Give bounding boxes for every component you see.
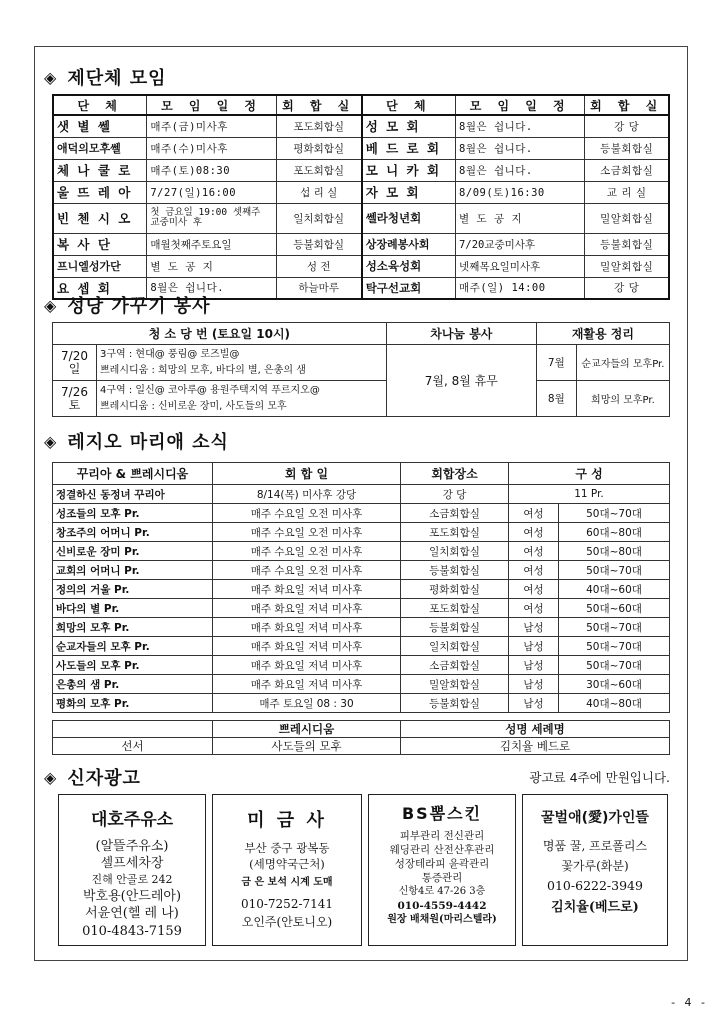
group-room: 성 전 xyxy=(276,255,362,277)
group-schedule: 매월첫째주토요일 xyxy=(147,233,276,255)
presidium-gender: 남성 xyxy=(509,656,559,675)
presidium-place: 포도회합실 xyxy=(401,599,509,618)
presidium-name: 평화의 모후 Pr. xyxy=(53,694,213,713)
legio-header: 회 합 일 xyxy=(213,463,401,485)
group-name: 체 나 쿨 로 xyxy=(53,159,147,181)
recycle-header: 재활용 정리 xyxy=(536,323,669,345)
presidium-place: 등불회합실 xyxy=(401,618,509,637)
ad-line: 피부관리 전신관리 xyxy=(399,829,485,842)
cleaning-header: 청 소 당 번 (토요일 10시) xyxy=(53,323,387,345)
presidium-ages: 60대~80대 xyxy=(559,523,670,542)
table-row xyxy=(53,115,669,137)
table-row xyxy=(53,504,670,523)
group-name: 샛 별 쎌 xyxy=(53,115,147,137)
presidium-meeting: 매주 화요일 저녁 미사후 xyxy=(213,656,401,675)
cleaning-table xyxy=(52,322,670,417)
diamond-icon: ◈ xyxy=(44,431,58,451)
presidium-name: 사도들의 모후 Pr. xyxy=(53,656,213,675)
recycle-who: 순교자들의 모후Pr. xyxy=(576,345,669,381)
presidium-meeting: 매주 수요일 오전 미사후 xyxy=(213,504,401,523)
cleaning-zone: 4구역 : 일신@ 코아루@ 용원주택지역 푸르지오@ xyxy=(100,384,320,396)
ad-line: 010-7252-7141 xyxy=(240,896,334,911)
group-schedule: 매주(토)08:30 xyxy=(147,159,276,181)
ad-line: 셀프세차장 xyxy=(100,856,164,872)
presidium-gender: 여성 xyxy=(509,599,559,618)
group-room: 일치회합실 xyxy=(276,203,362,233)
ad-line: 꽃가루(화분) xyxy=(561,859,629,874)
presidium-name: 창조주의 어머니 Pr. xyxy=(53,523,213,542)
presidium-gender: 여성 xyxy=(509,561,559,580)
presidium-gender: 여성 xyxy=(509,542,559,561)
group-name: 요 셉 회 xyxy=(53,277,147,299)
ad-line: 원장 배채원(마리스텔라) xyxy=(387,913,497,925)
presidium-gender: 여성 xyxy=(509,523,559,542)
oath-header-name: 성명 세례명 xyxy=(401,721,670,738)
section-title-text: 성당 가꾸기 봉사 xyxy=(67,296,211,317)
presidium-gender: 남성 xyxy=(509,694,559,713)
tea-service: 7월, 8월 휴무 xyxy=(386,345,536,417)
ad-box-gas-station xyxy=(58,794,206,946)
header-cell: 단 체 xyxy=(53,95,147,115)
page-number: - 4 - xyxy=(671,996,708,1009)
presidium-meeting: 매주 화요일 저녁 미사후 xyxy=(213,580,401,599)
table-row xyxy=(53,137,669,159)
legio-header: 회합장소 xyxy=(401,463,509,485)
ad-box-skincare xyxy=(368,794,516,946)
presidium-name: 은총의 샘 Pr. xyxy=(53,675,213,694)
table-row xyxy=(53,694,670,713)
curia-meeting: 8/14(목) 미사후 강당 xyxy=(213,485,401,504)
ad-line: 웨딩관리 산전산후관리 xyxy=(389,843,495,856)
group-name: 애덕의모후쎌 xyxy=(53,137,147,159)
cleaning-detail xyxy=(97,345,387,381)
presidium-ages: 50대~70대 xyxy=(559,561,670,580)
section-title-text: 레지오 마리애 소식 xyxy=(67,432,229,453)
group-name: 성 모 회 xyxy=(362,115,456,137)
oath-presidium: 사도들의 모후 xyxy=(213,738,401,755)
group-room: 밀알회합실 xyxy=(585,255,669,277)
ad-box-jewelry xyxy=(212,794,362,946)
ad-line: 통증관리 xyxy=(421,872,463,885)
group-schedule: 매주(수)미사후 xyxy=(147,137,276,159)
presidium-ages: 50대~70대 xyxy=(559,618,670,637)
group-schedule: 넷째목요일미사후 xyxy=(456,255,585,277)
ad-line: (알뜰주유소) xyxy=(95,838,169,854)
section-title-text: 제단체 모임 xyxy=(67,68,167,89)
presidium-name: 신비로운 장미 Pr. xyxy=(53,542,213,561)
ad-line: 010-4843-7159 xyxy=(82,923,182,939)
presidium-gender: 여성 xyxy=(509,580,559,599)
presidium-meeting: 매주 화요일 저녁 미사후 xyxy=(213,675,401,694)
presidium-meeting: 매주 토요일 08 : 30 xyxy=(213,694,401,713)
ad-line: 김치율(베드로) xyxy=(551,900,639,916)
ad-line: 금 은 보석 시계 도매 xyxy=(241,877,333,889)
table-row xyxy=(53,233,669,255)
ad-box-honey xyxy=(522,794,668,946)
presidium-place: 소금회합실 xyxy=(401,504,509,523)
presidium-name: 바다의 별 Pr. xyxy=(53,599,213,618)
group-room: 포도회합실 xyxy=(276,115,362,137)
ad-line: 명품 꿀, 프로폴리스 xyxy=(542,838,648,853)
presidium-gender: 남성 xyxy=(509,637,559,656)
presidium-gender: 여성 xyxy=(509,504,559,523)
presidium-place: 밀알회합실 xyxy=(401,675,509,694)
presidium-gender: 남성 xyxy=(509,675,559,694)
table-row xyxy=(53,580,670,599)
group-schedule: 7/20교중미사후 xyxy=(456,233,585,255)
group-name: 빈 첸 시 오 xyxy=(53,203,147,233)
presidium-meeting: 매주 수요일 오전 미사후 xyxy=(213,523,401,542)
curia-name: 정결하신 동정녀 꾸리아 xyxy=(53,485,213,504)
cleaning-presidium: 쁘레시디움 : 희망의 모후, 바다의 별, 은총의 샘 xyxy=(100,364,306,376)
cleaning-zone: 3구역 : 현대@ 풍림@ 로즈빌@ xyxy=(100,348,240,360)
ad-price-note: 광고료 4주에 만원입니다. xyxy=(529,770,670,785)
presidium-place: 일치회합실 xyxy=(401,637,509,656)
ad-title: BS뽐스킨 xyxy=(401,804,483,823)
presidium-name: 순교자들의 모후 Pr. xyxy=(53,637,213,656)
ad-line: 010-4559-4442 xyxy=(397,899,487,912)
header-cell: 회 합 실 xyxy=(276,95,362,115)
header-cell: 모 임 일 정 xyxy=(456,95,585,115)
group-schedule: 매주(금)미사후 xyxy=(147,115,276,137)
legio-header: 구 성 xyxy=(509,463,670,485)
section-title-groups xyxy=(44,64,167,90)
section-title-cleaning xyxy=(44,292,211,318)
group-name: 프니엘성가단 xyxy=(53,255,147,277)
ad-title: 대호주유소 xyxy=(90,810,174,830)
table-row xyxy=(53,181,669,203)
group-schedule: 첫 금요일 19:00 셋째주 교중미사 후 xyxy=(147,203,276,233)
group-name: 베 드 로 회 xyxy=(362,137,456,159)
groups-table xyxy=(52,94,670,300)
presidium-ages: 50대~70대 xyxy=(559,637,670,656)
presidium-place: 일치회합실 xyxy=(401,542,509,561)
presidium-name: 희망의 모후 Pr. xyxy=(53,618,213,637)
group-name: 복 사 단 xyxy=(53,233,147,255)
group-room: 포도회합실 xyxy=(276,159,362,181)
curia-place: 강 당 xyxy=(401,485,509,504)
group-room: 소금회합실 xyxy=(585,159,669,181)
group-schedule: 별 도 공 지 xyxy=(456,203,585,233)
recycle-who: 희망의 모후Pr. xyxy=(576,381,669,417)
ad-line: (세명약국근처) xyxy=(249,856,325,871)
table-row xyxy=(53,159,669,181)
group-name: 쎌라청년회 xyxy=(362,203,456,233)
group-name: 성소육성회 xyxy=(362,255,456,277)
ad-title: 미 금 사 xyxy=(247,810,327,831)
table-row xyxy=(53,599,670,618)
group-room: 교 리 실 xyxy=(585,181,669,203)
cleaning-detail xyxy=(97,381,387,417)
group-room: 섭 리 실 xyxy=(276,181,362,203)
group-name: 모 니 카 회 xyxy=(362,159,456,181)
presidium-place: 평화회합실 xyxy=(401,580,509,599)
presidium-place: 등불회합실 xyxy=(401,694,509,713)
table-row xyxy=(53,561,670,580)
presidium-meeting: 매주 화요일 저녁 미사후 xyxy=(213,618,401,637)
presidium-ages: 50대~80대 xyxy=(559,542,670,561)
group-schedule: 8월은 쉽니다. xyxy=(456,115,585,137)
legio-header: 꾸리아 & 쁘레시디움 xyxy=(53,463,213,485)
group-room: 하늘마루 xyxy=(276,277,362,299)
table-row xyxy=(53,542,670,561)
ad-line: 010-6222-3949 xyxy=(547,878,643,894)
presidium-place: 포도회합실 xyxy=(401,523,509,542)
ad-line: 성장테라피 윤곽관리 xyxy=(394,857,490,870)
group-name: 탁구선교회 xyxy=(362,277,456,299)
ad-line: 진해 안골로 242 xyxy=(91,873,173,887)
group-name: 자 모 회 xyxy=(362,181,456,203)
group-name: 상장례봉사회 xyxy=(362,233,456,255)
oath-table xyxy=(52,720,670,755)
table-row xyxy=(53,485,670,504)
presidium-name: 성조들의 모후 Pr. xyxy=(53,504,213,523)
curia-count: 11 Pr. xyxy=(509,485,670,504)
presidium-place: 등불회합실 xyxy=(401,561,509,580)
table-row xyxy=(53,675,670,694)
section-title-legio xyxy=(44,428,229,454)
table-row xyxy=(53,656,670,675)
header-cell: 모 임 일 정 xyxy=(147,95,276,115)
diamond-icon: ◈ xyxy=(44,767,58,787)
oath-label: 선서 xyxy=(53,738,213,755)
table-row xyxy=(53,523,670,542)
oath-header-presidium: 쁘레시디움 xyxy=(213,721,401,738)
header-cell: 단 체 xyxy=(362,95,456,115)
group-room: 강 당 xyxy=(585,115,669,137)
ad-line: 서윤연(헬 레 나) xyxy=(85,906,179,922)
ad-title: 꿀벌애(愛)가인뜰 xyxy=(541,810,649,826)
group-schedule: 8/09(토)16:30 xyxy=(456,181,585,203)
presidium-ages: 50대~60대 xyxy=(559,599,670,618)
group-schedule: 8월은 쉽니다. xyxy=(456,137,585,159)
group-room: 평화회합실 xyxy=(276,137,362,159)
presidium-meeting: 매주 화요일 저녁 미사후 xyxy=(213,637,401,656)
group-room: 밀알회합실 xyxy=(585,203,669,233)
group-room: 등불회합실 xyxy=(585,233,669,255)
presidium-ages: 50대~70대 xyxy=(559,656,670,675)
group-schedule: 7/27(일)16:00 xyxy=(147,181,276,203)
recycle-month: 8월 xyxy=(536,381,576,417)
group-schedule: 별 도 공 지 xyxy=(147,255,276,277)
recycle-month: 7월 xyxy=(536,345,576,381)
oath-person: 김치율 베드로 xyxy=(401,738,670,755)
table-row xyxy=(53,637,670,656)
presidium-meeting: 매주 수요일 오전 미사후 xyxy=(213,542,401,561)
group-room: 강 당 xyxy=(585,277,669,299)
presidium-ages: 30대~60대 xyxy=(559,675,670,694)
legio-table xyxy=(52,462,670,713)
section-title-ads xyxy=(44,764,141,790)
table-row xyxy=(53,203,669,233)
ad-line: 박호용(안드레아) xyxy=(82,888,182,904)
group-schedule: 8월은 쉽니다. xyxy=(456,159,585,181)
cleaning-presidium: 쁘레시디움 : 신비로운 장미, 사도들의 모후 xyxy=(100,400,287,412)
groups-header-row xyxy=(53,95,669,115)
cleaning-date: 7/20 일 xyxy=(53,345,97,381)
diamond-icon: ◈ xyxy=(44,295,58,315)
group-schedule: 매주(일) 14:00 xyxy=(456,277,585,299)
cleaning-date: 7/26 토 xyxy=(53,381,97,417)
table-row xyxy=(53,255,669,277)
presidium-place: 소금회합실 xyxy=(401,656,509,675)
group-room: 등불회합실 xyxy=(585,137,669,159)
presidium-ages: 50대~70대 xyxy=(559,504,670,523)
presidium-name: 교회의 어머니 Pr. xyxy=(53,561,213,580)
group-room: 등불회합실 xyxy=(276,233,362,255)
presidium-name: 정의의 거울 Pr. xyxy=(53,580,213,599)
header-cell: 회 합 실 xyxy=(585,95,669,115)
presidium-gender: 남성 xyxy=(509,618,559,637)
diamond-icon: ◈ xyxy=(44,67,58,87)
group-name: 울 뜨 레 아 xyxy=(53,181,147,203)
presidium-ages: 40대~60대 xyxy=(559,580,670,599)
ad-line: 부산 중구 광복동 xyxy=(244,841,330,856)
tea-header: 차나눔 봉사 xyxy=(386,323,536,345)
presidium-meeting: 매주 화요일 저녁 미사후 xyxy=(213,599,401,618)
presidium-ages: 40대~80대 xyxy=(559,694,670,713)
ad-line: 오인주(안토니오) xyxy=(241,915,333,930)
group-schedule: 8월은 쉽니다. xyxy=(147,277,276,299)
section-title-text: 신자광고 xyxy=(67,768,141,789)
table-row xyxy=(53,618,670,637)
oath-header-blank xyxy=(53,721,213,738)
ad-line: 신항4로 47-26 3층 xyxy=(398,886,486,898)
presidium-meeting: 매주 수요일 오전 미사후 xyxy=(213,561,401,580)
